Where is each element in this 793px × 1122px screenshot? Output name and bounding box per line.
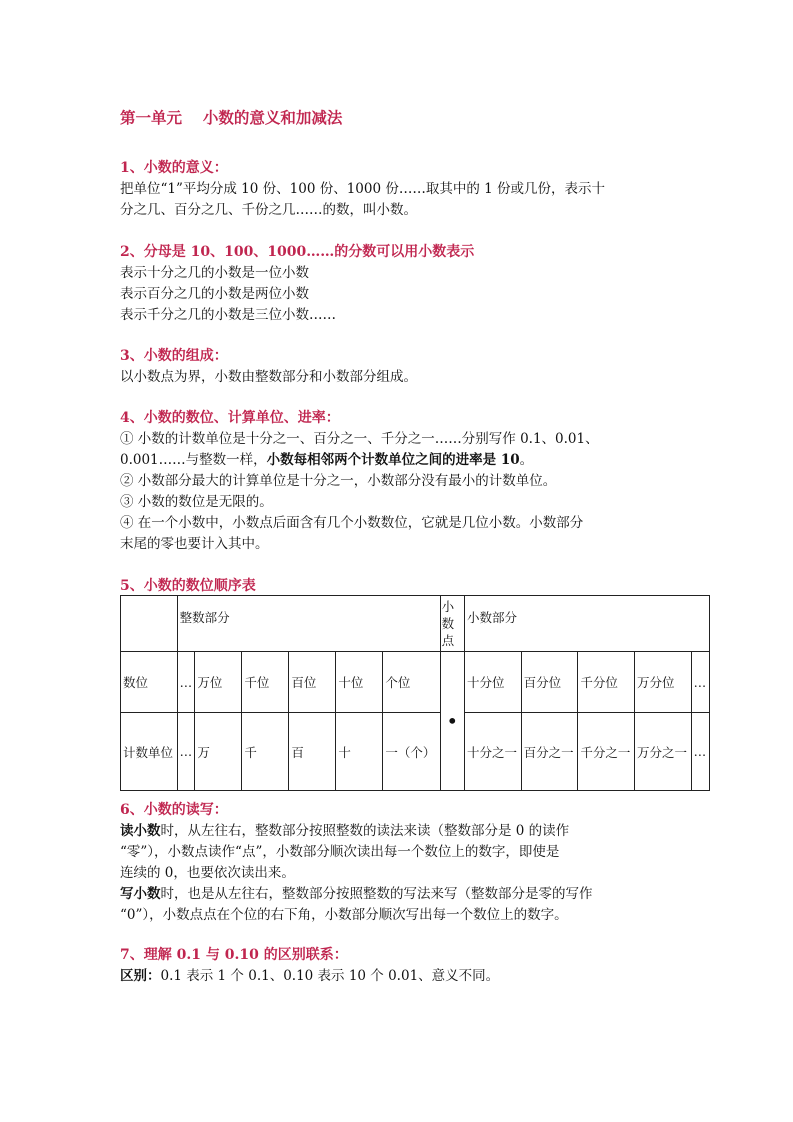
paragraph-line: 连续的 0，也要依次读出来。 bbox=[120, 865, 295, 881]
int-unit-cell: 千 bbox=[242, 713, 289, 791]
section-meaning bbox=[120, 158, 690, 221]
table-row bbox=[121, 652, 710, 713]
int-unit-cell: 一（个） bbox=[383, 713, 440, 791]
paragraph-line bbox=[120, 821, 690, 842]
paragraph-line: ② 小数部分最大的计算单位是十分之一，小数部分没有最小的计数单位。 bbox=[120, 473, 557, 489]
section-heading: 2、分母是 10、100、1000……的分数可以用小数表示 bbox=[120, 244, 475, 260]
paragraph-line: 把单位“1”平均分成 10 份、100 份、1000 份……取其中的 1 份或几份，表示十 bbox=[120, 181, 606, 197]
decimal-point-symbol: • bbox=[440, 652, 464, 791]
paragraph-line bbox=[120, 450, 690, 471]
paragraph-line: 分之几、百分之几、千份之几……的数，叫小数。 bbox=[120, 202, 417, 218]
dec-unit-cell: 十分之一 bbox=[464, 713, 521, 791]
ellipsis-cell: … bbox=[177, 652, 195, 713]
bold-term: 区别： bbox=[120, 968, 161, 984]
row-label-places: 数位 bbox=[121, 652, 178, 713]
plain-text: 0.1 表示 1 个 0.1、0.10 表示 10 个 0.01、意义不同。 bbox=[160, 968, 500, 984]
section-places-units bbox=[120, 408, 690, 555]
paragraph-line: 表示千分之几的小数是三位小数…… bbox=[120, 307, 336, 323]
plain-text: 时，也是从左往右，整数部分按照整数的写法来写（整数部分是零的写作 bbox=[160, 886, 593, 902]
paragraph-line bbox=[120, 884, 690, 905]
paragraph-line bbox=[120, 966, 690, 987]
decimal-part-header: 小数部分 bbox=[464, 596, 709, 652]
dec-place-cell: 千分位 bbox=[578, 652, 635, 713]
section-read-write bbox=[120, 800, 690, 926]
section-heading: 6、小数的读写： bbox=[120, 802, 228, 818]
dec-place-cell: 万分位 bbox=[634, 652, 691, 713]
bold-term: 读小数 bbox=[120, 823, 161, 839]
place-value-table bbox=[120, 595, 710, 791]
int-unit-cell: 十 bbox=[336, 713, 383, 791]
int-place-cell: 十位 bbox=[336, 652, 383, 713]
section-heading: 7、理解 0.1 与 0.10 的区别联系： bbox=[120, 947, 348, 963]
section-heading: 1、小数的意义： bbox=[120, 160, 228, 176]
section-fraction-to-decimal bbox=[120, 242, 690, 326]
int-place-cell: 万位 bbox=[195, 652, 242, 713]
plain-text: 。 bbox=[519, 452, 534, 468]
bold-text: 小数每相邻两个计数单位之间的进率是 10 bbox=[266, 452, 520, 468]
section-heading: 5、小数的数位顺序表 bbox=[120, 578, 256, 594]
table-row bbox=[121, 596, 710, 652]
unit-title: 第一单元 小数的意义和加减法 bbox=[120, 108, 343, 127]
paragraph-line: ④ 在一个小数中，小数点后面含有几个小数数位，它就是几位小数。小数部分 bbox=[120, 515, 584, 531]
paragraph-line: 表示十分之几的小数是一位小数 bbox=[120, 265, 309, 281]
int-unit-cell: 万 bbox=[195, 713, 242, 791]
paragraph-line: “零”），小数点读作“点”，小数部分顺次读出每一个数位上的数字，即使是 bbox=[120, 844, 560, 860]
int-unit-cell: 百 bbox=[289, 713, 336, 791]
int-place-cell: 千位 bbox=[242, 652, 289, 713]
plain-text: 0.001……与整数一样， bbox=[120, 452, 267, 468]
row-label-units: 计数单位 bbox=[121, 713, 178, 791]
dec-place-cell: 百分位 bbox=[521, 652, 578, 713]
section-composition bbox=[120, 346, 690, 388]
section-place-table bbox=[120, 576, 690, 597]
section-heading: 4、小数的数位、计算单位、进率： bbox=[120, 410, 340, 426]
ellipsis-cell: … bbox=[177, 713, 195, 791]
bold-term: 写小数 bbox=[120, 886, 161, 902]
ellipsis-cell: … bbox=[691, 652, 709, 713]
int-place-cell: 百位 bbox=[289, 652, 336, 713]
section-compare bbox=[120, 945, 690, 987]
paragraph-line: ③ 小数的数位是无限的。 bbox=[120, 494, 273, 510]
paragraph-line: 表示百分之几的小数是两位小数 bbox=[120, 286, 309, 302]
paragraph-line: ① 小数的计数单位是十分之一、百分之一、千分之一……分别写作 0.1、0.01、 bbox=[120, 431, 599, 447]
paragraph-line: 末尾的零也要计入其中。 bbox=[120, 536, 269, 552]
integer-part-header: 整数部分 bbox=[177, 596, 440, 652]
plain-text: 时，从左往右，整数部分按照整数的读法来读（整数部分是 0 的读作 bbox=[160, 823, 570, 839]
ellipsis-cell: … bbox=[691, 713, 709, 791]
table-cell-empty bbox=[121, 596, 178, 652]
dec-place-cell: 十分位 bbox=[464, 652, 521, 713]
decimal-point-header: 小数点 bbox=[440, 596, 464, 652]
dec-unit-cell: 千分之一 bbox=[578, 713, 635, 791]
dec-unit-cell: 百分之一 bbox=[521, 713, 578, 791]
paragraph-line: “0”），小数点点在个位的右下角，小数部分顺次写出每一个数位上的数字。 bbox=[120, 907, 568, 923]
section-heading: 3、小数的组成： bbox=[120, 348, 228, 364]
int-place-cell: 个位 bbox=[383, 652, 440, 713]
table-row bbox=[121, 713, 710, 791]
paragraph-line: 以小数点为界，小数由整数部分和小数部分组成。 bbox=[120, 369, 417, 385]
dec-unit-cell: 万分之一 bbox=[634, 713, 691, 791]
